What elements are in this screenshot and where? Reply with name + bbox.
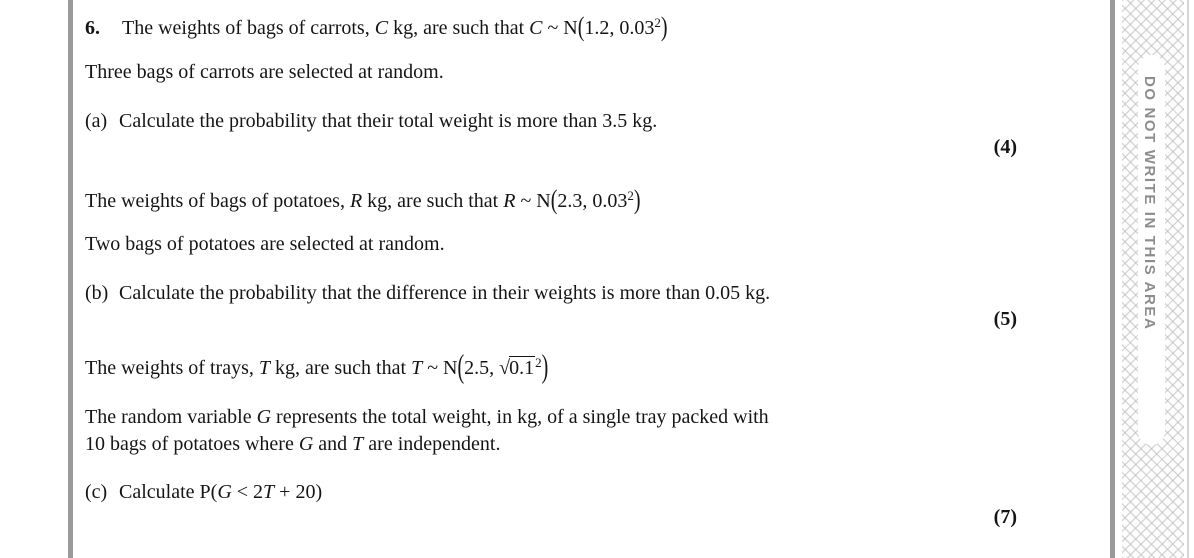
text-segment: kg, are such that bbox=[362, 190, 504, 212]
text-segment: ~ N bbox=[542, 17, 578, 39]
text-segment: R bbox=[503, 190, 516, 212]
text-segment: 2.5, bbox=[464, 357, 500, 379]
text-segment: 2 bbox=[654, 15, 661, 30]
text-segment: 2 bbox=[535, 355, 542, 370]
text-segment: ~ N bbox=[515, 190, 551, 212]
text-segment: are independent. bbox=[363, 433, 501, 455]
text-segment: The weights of bags of potatoes, bbox=[85, 190, 350, 212]
text-segment: represents the total weight, in kg, of a single tray packed with bbox=[271, 406, 769, 428]
question-line-intro-trays bbox=[85, 349, 1017, 386]
text-segment: ) bbox=[660, 12, 668, 43]
question-line-g-definition-2 bbox=[85, 431, 1017, 457]
text-segment: ( bbox=[577, 12, 585, 43]
text-segment: 2 bbox=[627, 188, 634, 203]
question-body bbox=[85, 0, 1017, 558]
text-segment: T bbox=[411, 357, 423, 379]
text-segment: + 20) bbox=[274, 481, 323, 503]
text-segment: The weights of trays, bbox=[85, 357, 259, 379]
do-not-write-band bbox=[1122, 0, 1184, 558]
text-segment: C bbox=[529, 17, 543, 39]
question-line-intro-potatoes bbox=[85, 183, 1017, 214]
marks-part-a: (4) bbox=[993, 136, 1017, 158]
radical-sign: √ bbox=[499, 357, 511, 379]
text-segment: T bbox=[352, 433, 364, 455]
right-margin-rule bbox=[1110, 0, 1115, 558]
radicand: 0.1 bbox=[509, 357, 535, 379]
text-segment: ( bbox=[550, 185, 558, 216]
question-part-a bbox=[85, 108, 1017, 134]
question-line-intro-carrots bbox=[85, 10, 1017, 41]
page-edge-line bbox=[1187, 0, 1189, 558]
text-segment: 6. bbox=[85, 17, 100, 39]
text-segment: kg, are such that bbox=[388, 17, 530, 39]
text-segment: T bbox=[263, 481, 275, 503]
question-part-b bbox=[85, 280, 1017, 306]
text-segment: ) bbox=[541, 349, 549, 386]
text-segment: Calculate the probability that their total weight is more than 3.5 kg. bbox=[119, 110, 658, 132]
text-segment: (a) bbox=[85, 110, 108, 132]
question-part-c bbox=[85, 479, 1017, 505]
text-segment: Calculate the probability that the difference in their weights is more than 0.05 kg. bbox=[119, 282, 771, 304]
left-margin-rule bbox=[68, 0, 73, 558]
question-line-two-bags bbox=[85, 231, 1017, 257]
text-segment: The weights of bags of carrots, bbox=[122, 17, 375, 39]
text-segment: kg, are such that bbox=[269, 357, 412, 379]
text-segment: (b) bbox=[85, 282, 109, 304]
text-segment: Two bags of potatoes are selected at random. bbox=[85, 233, 445, 255]
text-segment: The random variable bbox=[85, 406, 257, 428]
text-segment: 10 bags of potatoes where bbox=[85, 433, 299, 455]
marks-part-b: (5) bbox=[993, 308, 1017, 330]
text-segment: ( bbox=[457, 349, 465, 386]
question-line-three-bags bbox=[85, 59, 1017, 85]
text-segment: G bbox=[298, 433, 314, 455]
text-segment: Three bags of carrots are selected at random. bbox=[85, 61, 444, 83]
sqrt-expression bbox=[499, 357, 535, 379]
text-segment: R bbox=[349, 190, 363, 212]
text-segment: T bbox=[258, 357, 270, 379]
text-segment: Calculate P( bbox=[119, 481, 218, 503]
text-segment: < 2 bbox=[231, 481, 264, 503]
question-line-g-definition-1 bbox=[85, 404, 1017, 430]
text-segment: and bbox=[313, 433, 353, 455]
text-segment: ~ N bbox=[422, 357, 458, 379]
text-segment: ) bbox=[633, 185, 641, 216]
text-segment: C bbox=[374, 17, 389, 39]
do-not-write-label: DO NOT WRITE IN THIS AREA bbox=[1141, 76, 1158, 331]
text-segment: 2.3, 0.03 bbox=[557, 190, 628, 212]
text-segment: G bbox=[256, 406, 272, 428]
text-segment: G bbox=[217, 481, 232, 503]
text-segment: 1.2, 0.03 bbox=[584, 17, 655, 39]
marks-part-c: (7) bbox=[993, 506, 1017, 528]
text-segment: (c) bbox=[85, 481, 108, 503]
